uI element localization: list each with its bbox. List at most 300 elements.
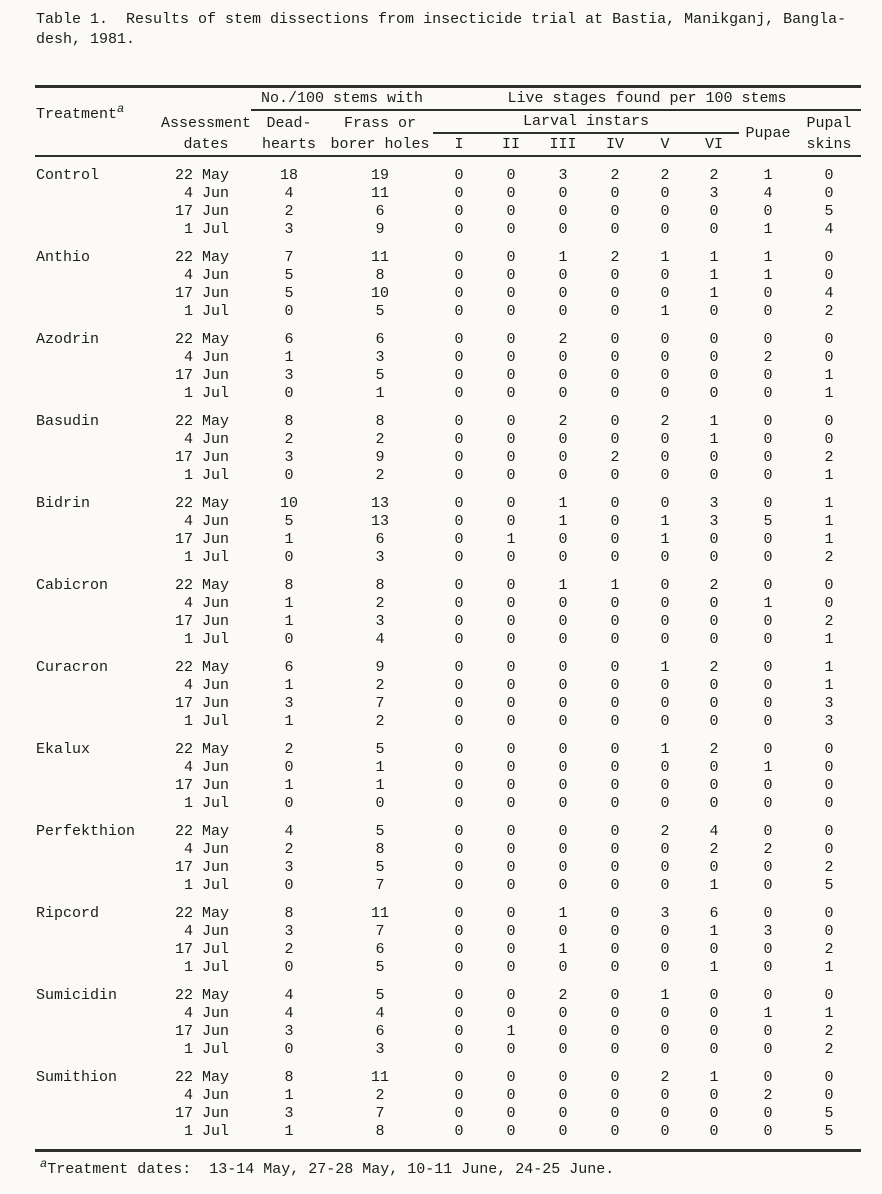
instar-vi-value: 1: [709, 431, 719, 448]
frass-borer-holes-value: 2: [375, 713, 385, 730]
pupal-skins-value: 0: [824, 823, 834, 840]
pupal-skins-value: 2: [824, 449, 834, 466]
instar-vi-value: 1: [709, 413, 719, 430]
pupal-skins-value: 0: [824, 777, 834, 794]
dead-hearts-value: 4: [284, 185, 294, 202]
treatment-header-label: Treatment: [36, 106, 118, 123]
table-row: [35, 677, 861, 695]
col-header-dead-hearts: [251, 110, 327, 156]
pupae-value: 0: [763, 987, 773, 1004]
instar-ii-value: 0: [506, 1087, 516, 1104]
pupal-skins-value: 2: [824, 303, 834, 320]
pupae-value: 0: [763, 741, 773, 758]
instar-v-value: 0: [660, 385, 670, 402]
treatment-name: [35, 595, 161, 613]
pupae-value: 0: [763, 795, 773, 812]
instar-v-value: 0: [660, 349, 670, 366]
instar-vi-value: 0: [709, 713, 719, 730]
frass-borer-holes-value: 9: [375, 221, 385, 238]
treatment-name: [35, 1023, 161, 1041]
pupae-value: 0: [763, 431, 773, 448]
treatment-name: [35, 285, 161, 303]
instar-v-value: 0: [660, 923, 670, 940]
dead-hearts-value: 1: [284, 531, 294, 548]
dead-hearts-value: 0: [284, 549, 294, 566]
dead-hearts-value: 3: [284, 221, 294, 238]
assessment-date: 4 Jun: [183, 841, 229, 858]
table-row: [35, 1005, 861, 1023]
treatment-name: [35, 385, 161, 403]
pupae-value: 1: [763, 267, 773, 284]
footnote-marker: a: [40, 1157, 48, 1171]
instar-ii-value: 1: [506, 1023, 516, 1040]
instar-v-value: 2: [660, 1069, 670, 1086]
frass-borer-holes-value: 13: [370, 495, 389, 512]
frass-borer-holes-value: 6: [375, 331, 385, 348]
instar-i-value: 0: [454, 759, 464, 776]
instar-ii-value: 0: [506, 859, 516, 876]
assessment-date: 17 Jun: [174, 449, 229, 466]
treatment-name: [35, 1105, 161, 1123]
instar-vi-value: 0: [709, 549, 719, 566]
table-row: [35, 531, 861, 549]
instar-vi-value: 0: [709, 1023, 719, 1040]
dead-hearts-value: 3: [284, 1105, 294, 1122]
table-title-line2: desh, 1981.: [36, 31, 136, 48]
instar-v-value: 0: [660, 859, 670, 876]
instar-iii-value: 0: [558, 959, 568, 976]
instar-iv-value: 0: [610, 695, 620, 712]
instar-ii-value: 0: [506, 659, 516, 676]
table-row: [35, 695, 861, 713]
instar-iii-value: 0: [558, 303, 568, 320]
instar-iv-value: 0: [610, 841, 620, 858]
pupae-value: 0: [763, 303, 773, 320]
dead-hearts-line2: hearts: [261, 136, 316, 153]
instar-vi-value: 3: [709, 185, 719, 202]
instar-iv-value: 0: [610, 413, 620, 430]
treatment-name: [35, 449, 161, 467]
pupae-value: 0: [763, 495, 773, 512]
instar-ii-value: 0: [506, 877, 516, 894]
instar-i-value: 0: [454, 549, 464, 566]
assessment-date: 1 Jul: [183, 959, 229, 976]
frass-borer-holes-value: 8: [375, 1123, 385, 1140]
dead-hearts-value: 7: [284, 249, 294, 266]
treatment-name: [35, 859, 161, 877]
pupal-skins-value: 0: [824, 923, 834, 940]
frass-borer-holes-value: 11: [370, 185, 389, 202]
table-row: [35, 759, 861, 777]
instar-v-value: 0: [660, 695, 670, 712]
table-row: [35, 595, 861, 613]
frass-borer-holes-value: 8: [375, 577, 385, 594]
instar-v-value: 3: [660, 905, 670, 922]
col-header-assessment-dates: [161, 87, 251, 157]
instar-ii-value: 0: [506, 285, 516, 302]
instar-iv-value: 0: [610, 905, 620, 922]
instar-iii-value: 0: [558, 1123, 568, 1140]
dead-hearts-value: 10: [279, 495, 298, 512]
instar-ii-value: 0: [506, 1069, 516, 1086]
instar-iii-value: 1: [558, 577, 568, 594]
frass-borer-holes-value: 3: [375, 349, 385, 366]
instar-v-value: 0: [660, 367, 670, 384]
instar-iii-value: 2: [558, 331, 568, 348]
instar-vi-value: 1: [709, 267, 719, 284]
assessment-date: 22 May: [174, 1069, 229, 1086]
instar-ii-value: 0: [506, 549, 516, 566]
treatment-name: Bidrin: [36, 495, 91, 512]
pupal-skins-value: 0: [824, 185, 834, 202]
instar-i-value: 0: [454, 431, 464, 448]
pupae-value: 2: [763, 841, 773, 858]
instar-iv-value: 0: [610, 513, 620, 530]
pupae-value: 0: [763, 1105, 773, 1122]
pupal-skins-value: 2: [824, 859, 834, 876]
instar-v-value: 0: [660, 467, 670, 484]
pupal-skins-value: 0: [824, 741, 834, 758]
treatment-name: [35, 759, 161, 777]
pupal-skins-value: 2: [824, 941, 834, 958]
instar-i-value: 0: [454, 331, 464, 348]
instar-i-value: 0: [454, 167, 464, 184]
frass-borer-holes-value: 5: [375, 987, 385, 1004]
instar-iv-value: 0: [610, 987, 620, 1004]
instar-iv-value: 0: [610, 349, 620, 366]
frass-borer-holes-value: 7: [375, 695, 385, 712]
instar-ii-value: 0: [506, 841, 516, 858]
frass-borer-holes-value: 5: [375, 303, 385, 320]
instar-iii-value: 0: [558, 531, 568, 548]
dead-hearts-value: 3: [284, 449, 294, 466]
instar-iii-value: 0: [558, 923, 568, 940]
instar-iv-value: 0: [610, 303, 620, 320]
instar-iv-value: 0: [610, 677, 620, 694]
frass-line2: borer holes: [330, 136, 430, 153]
instar-i-value: 0: [454, 1023, 464, 1040]
instar-i-value: 0: [454, 823, 464, 840]
instar-ii-value: 0: [506, 759, 516, 776]
instar-i-value: 0: [454, 631, 464, 648]
table-row: [35, 795, 861, 813]
instar-iv-value: 0: [610, 1041, 620, 1058]
table-row: [35, 923, 861, 941]
pupae-value: 0: [763, 695, 773, 712]
table-row: [35, 731, 861, 759]
instar-vi-value: 0: [709, 987, 719, 1004]
instar-vi-value: 0: [709, 467, 719, 484]
instar-i-value: 0: [454, 449, 464, 466]
instar-vi-value: 0: [709, 1087, 719, 1104]
frass-borer-holes-value: 2: [375, 431, 385, 448]
instar-i-value: 0: [454, 249, 464, 266]
col-header-pupal-skins: [797, 110, 861, 156]
instar-v-value: 0: [660, 1105, 670, 1122]
instar-v-value: 0: [660, 203, 670, 220]
col-group-stems-with: No./100 stems with: [251, 87, 433, 111]
frass-borer-holes-value: 1: [375, 385, 385, 402]
pupal-skins-value: 0: [824, 249, 834, 266]
frass-borer-holes-value: 1: [375, 777, 385, 794]
instar-vi-value: 1: [709, 249, 719, 266]
instar-i-value: 0: [454, 987, 464, 1004]
instar-vi-value: 2: [709, 841, 719, 858]
assessment-date: 22 May: [174, 741, 229, 758]
instar-ii-value: 0: [506, 331, 516, 348]
pupal-skins-value: 0: [824, 1069, 834, 1086]
instar-i-value: 0: [454, 303, 464, 320]
instar-iv-value: 0: [610, 859, 620, 876]
pupal-skins-value: 2: [824, 613, 834, 630]
pupal-skins-value: 2: [824, 549, 834, 566]
instar-i-value: 0: [454, 513, 464, 530]
instar-v-value: 1: [660, 741, 670, 758]
instar-v-value: 0: [660, 267, 670, 284]
pupae-value: 0: [763, 905, 773, 922]
instar-i-value: 0: [454, 659, 464, 676]
assessment-date: 17 Jun: [174, 1105, 229, 1122]
instar-vi-value: 0: [709, 349, 719, 366]
frass-borer-holes-value: 3: [375, 1041, 385, 1058]
instar-iii-value: 0: [558, 467, 568, 484]
instar-iii-value: 0: [558, 549, 568, 566]
frass-borer-holes-value: 5: [375, 823, 385, 840]
instar-iv-value: 0: [610, 823, 620, 840]
frass-borer-holes-value: 6: [375, 531, 385, 548]
instar-i-value: 0: [454, 367, 464, 384]
instar-ii-value: 0: [506, 513, 516, 530]
frass-borer-holes-value: 2: [375, 467, 385, 484]
frass-borer-holes-value: 5: [375, 859, 385, 876]
instar-vi-value: 0: [709, 777, 719, 794]
pupae-value: 0: [763, 1069, 773, 1086]
instar-i-value: 0: [454, 923, 464, 940]
instar-vi-value: 1: [709, 959, 719, 976]
frass-borer-holes-value: 5: [375, 367, 385, 384]
pupae-value: 0: [763, 203, 773, 220]
instar-iii-value: 0: [558, 267, 568, 284]
dead-hearts-value: 1: [284, 777, 294, 794]
instar-iii-value: 1: [558, 905, 568, 922]
pupae-value: 4: [763, 185, 773, 202]
frass-borer-holes-value: 6: [375, 203, 385, 220]
pupae-value: 2: [763, 1087, 773, 1104]
pupae-value: 0: [763, 877, 773, 894]
col-header-instar-VI: VI: [704, 136, 723, 153]
pupal-skins-value: 4: [824, 285, 834, 302]
treatment-name: [35, 795, 161, 813]
assessment-date: 1 Jul: [183, 1123, 229, 1140]
pupal-skins-value: 2: [824, 1041, 834, 1058]
instar-i-value: 0: [454, 795, 464, 812]
instar-iii-value: 0: [558, 823, 568, 840]
instar-iv-value: 0: [610, 877, 620, 894]
assessment-date: 17 Jun: [174, 695, 229, 712]
instar-iv-value: 0: [610, 959, 620, 976]
pupae-value: 1: [763, 167, 773, 184]
assessment-date: 17 Jun: [174, 859, 229, 876]
treatment-name: Sumithion: [36, 1069, 118, 1086]
bottom-rule: [35, 1149, 861, 1152]
dead-hearts-value: 5: [284, 513, 294, 530]
pupal-skins-value: 1: [824, 677, 834, 694]
dead-hearts-value: 0: [284, 303, 294, 320]
instar-ii-value: 0: [506, 941, 516, 958]
instar-iii-value: 1: [558, 941, 568, 958]
instar-v-value: 0: [660, 185, 670, 202]
assessment-date: 4 Jun: [183, 923, 229, 940]
instar-iii-value: 0: [558, 349, 568, 366]
instar-iv-value: 0: [610, 923, 620, 940]
instar-v-value: 0: [660, 959, 670, 976]
instar-iii-value: 0: [558, 613, 568, 630]
instar-iv-value: 0: [610, 367, 620, 384]
treatment-name: Anthio: [36, 249, 91, 266]
instar-vi-value: 0: [709, 1005, 719, 1022]
assessment-date: 1 Jul: [183, 303, 229, 320]
assessment-date: 4 Jun: [183, 1087, 229, 1104]
instar-i-value: 0: [454, 349, 464, 366]
frass-borer-holes-value: 0: [375, 795, 385, 812]
treatment-name: Azodrin: [36, 331, 100, 348]
table-row: [35, 549, 861, 567]
instar-vi-value: 0: [709, 1105, 719, 1122]
assessment-date: 17 Jun: [174, 285, 229, 302]
table-row: [35, 285, 861, 303]
instar-iii-value: 0: [558, 431, 568, 448]
treatment-name: [35, 1005, 161, 1023]
treatment-name: [35, 1087, 161, 1105]
frass-borer-holes-value: 11: [370, 905, 389, 922]
footnote-text: Treatment dates: 13-14 May, 27-28 May, 10-11 June, 24-25 June.: [47, 1161, 615, 1178]
instar-ii-value: 0: [506, 185, 516, 202]
treatment-name: [35, 1123, 161, 1141]
table-row: [35, 485, 861, 513]
assessment-date: 17 Jun: [174, 203, 229, 220]
treatment-name: Ripcord: [36, 905, 100, 922]
pupae-value: 0: [763, 385, 773, 402]
table-title-line1: Table 1. Results of stem dissections from insecticide trial at Bastia, Manikganj, Bangla-: [36, 11, 847, 28]
col-header-instar-IV: IV: [605, 136, 624, 153]
assessment-date: 1 Jul: [183, 713, 229, 730]
pupal-skins-value: 0: [824, 267, 834, 284]
instar-v-value: 0: [660, 549, 670, 566]
frass-borer-holes-value: 19: [370, 167, 389, 184]
table-row: [35, 203, 861, 221]
frass-borer-holes-value: 13: [370, 513, 389, 530]
pupae-value: 0: [763, 713, 773, 730]
frass-borer-holes-value: 8: [375, 413, 385, 430]
instar-ii-value: 1: [506, 531, 516, 548]
pupal-skins-value: 0: [824, 577, 834, 594]
table-row: [35, 649, 861, 677]
dead-hearts-value: 0: [284, 877, 294, 894]
instar-iv-value: 0: [610, 221, 620, 238]
dead-hearts-value: 4: [284, 823, 294, 840]
frass-borer-holes-value: 6: [375, 1023, 385, 1040]
instar-iii-value: 1: [558, 249, 568, 266]
instar-vi-value: 4: [709, 823, 719, 840]
instar-iv-value: 0: [610, 549, 620, 566]
instar-iii-value: 1: [558, 513, 568, 530]
instar-v-value: 0: [660, 613, 670, 630]
instar-v-value: 0: [660, 1023, 670, 1040]
instar-v-value: 1: [660, 303, 670, 320]
instar-v-value: 2: [660, 167, 670, 184]
table-row: [35, 1105, 861, 1123]
assessment-date: 1 Jul: [183, 877, 229, 894]
instar-iii-value: 0: [558, 1105, 568, 1122]
instar-iv-value: 0: [610, 1123, 620, 1140]
instar-iii-value: 0: [558, 777, 568, 794]
treatment-name: [35, 613, 161, 631]
treatment-name: [35, 349, 161, 367]
table-row: [35, 321, 861, 349]
assessment-date: 22 May: [174, 249, 229, 266]
assessment-date: 17 Jun: [174, 613, 229, 630]
dead-hearts-value: 5: [284, 285, 294, 302]
instar-iii-value: 0: [558, 877, 568, 894]
col-header-instar-II: II: [501, 136, 520, 153]
footnote: [40, 1157, 615, 1179]
dead-hearts-value: 4: [284, 1005, 294, 1022]
treatment-name: [35, 549, 161, 567]
assessment-date: 17 Jun: [174, 1023, 229, 1040]
instar-i-value: 0: [454, 531, 464, 548]
instar-iii-value: 0: [558, 221, 568, 238]
instar-ii-value: 0: [506, 987, 516, 1004]
table-header: [35, 87, 861, 157]
assessment-date: 4 Jun: [183, 431, 229, 448]
table-row: [35, 1041, 861, 1059]
frass-borer-holes-value: 3: [375, 613, 385, 630]
treatment-name: [35, 841, 161, 859]
instar-vi-value: 0: [709, 331, 719, 348]
pupae-value: 5: [763, 513, 773, 530]
pupal-skins-line2: skins: [806, 136, 852, 153]
instar-vi-value: 0: [709, 367, 719, 384]
frass-borer-holes-value: 5: [375, 959, 385, 976]
pupal-skins-value: 0: [824, 795, 834, 812]
instar-i-value: 0: [454, 713, 464, 730]
instar-v-value: 0: [660, 631, 670, 648]
pupal-skins-value: 1: [824, 531, 834, 548]
instar-i-value: 0: [454, 1123, 464, 1140]
instar-v-value: 0: [660, 431, 670, 448]
assessment-date: 1 Jul: [183, 467, 229, 484]
table-row: [35, 1087, 861, 1105]
instar-i-value: 0: [454, 285, 464, 302]
assessment-date: 22 May: [174, 659, 229, 676]
dead-hearts-value: 3: [284, 923, 294, 940]
instar-iv-value: 0: [610, 267, 620, 284]
table-row: [35, 431, 861, 449]
instar-i-value: 0: [454, 777, 464, 794]
instar-ii-value: 0: [506, 631, 516, 648]
instar-iv-value: 2: [610, 249, 620, 266]
dead-hearts-value: 2: [284, 741, 294, 758]
pupal-skins-value: 1: [824, 631, 834, 648]
table-row: [35, 959, 861, 977]
table-row: [35, 813, 861, 841]
instar-vi-value: 0: [709, 303, 719, 320]
pupal-skins-value: 0: [824, 1087, 834, 1104]
treatment-name: Ekalux: [36, 741, 91, 758]
instar-iv-value: 0: [610, 331, 620, 348]
instar-v-value: 0: [660, 1005, 670, 1022]
instar-iv-value: 0: [610, 713, 620, 730]
